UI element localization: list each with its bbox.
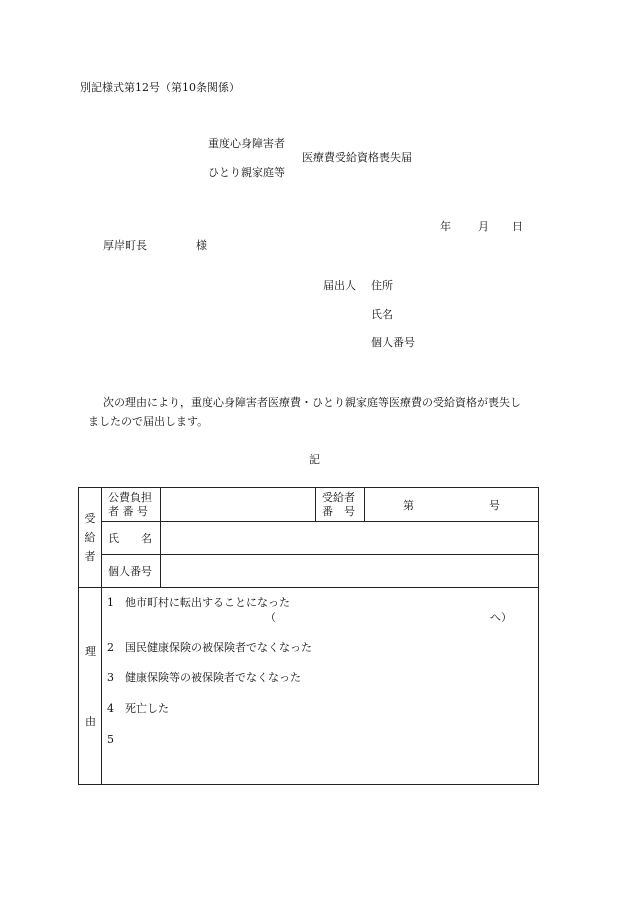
reason-item-3[interactable]: 3 健康保険等の被保険者でなくなった	[107, 671, 301, 684]
reason-item-2[interactable]: 2 国民健康保険の被保険者でなくなった	[107, 641, 312, 654]
public-payer-label-cell	[102, 488, 161, 522]
gou-label: 号	[489, 499, 500, 512]
recipient-name-field[interactable]	[161, 522, 539, 555]
public-payer-label-line2: 者 番 号	[108, 504, 148, 518]
recipient-number-field[interactable]	[365, 488, 539, 522]
form-id: 別記様式第12号（第10条関係）	[80, 81, 240, 94]
public-payer-number-field[interactable]	[161, 488, 316, 522]
document-title: 医療費受給資格喪失届	[302, 151, 412, 164]
table-row-personal-number	[79, 555, 539, 588]
recipient-number-label-line1: 受給者	[322, 490, 355, 504]
reason-item-5[interactable]: 5	[107, 733, 114, 746]
body-text-line2: ましたので届出します。	[88, 415, 209, 428]
recipient-number-label-line2: 番 号	[322, 504, 355, 518]
addressee-honorific: 様	[196, 239, 207, 252]
public-payer-label-line1: 公費負担	[108, 490, 152, 504]
date-year-label: 年	[440, 220, 451, 233]
reason-1-paren-close: へ）	[490, 611, 512, 624]
title-line-single-parent: ひとり親家庭等	[208, 166, 285, 179]
table-row-reason	[79, 588, 539, 785]
table-row-name	[79, 522, 539, 555]
date-month-label: 月	[478, 220, 489, 233]
applicant-name-label: 氏名	[371, 308, 393, 321]
reason-label-char: 理	[85, 645, 96, 658]
reason-item-4[interactable]: 4 死亡した	[107, 702, 169, 715]
body-text-line1: 次の理由により，重度心身障害者医療費・ひとり親家庭等医療費の受給資格が喪失し	[103, 396, 521, 409]
reason-label-cell	[79, 588, 102, 785]
recipient-label-cell	[79, 488, 102, 588]
recipient-label-char: 受	[84, 512, 96, 525]
recipient-form-table	[78, 487, 539, 785]
reason-content-cell	[102, 588, 539, 785]
recipient-number-label-cell	[316, 488, 365, 522]
applicant-label: 届出人	[323, 279, 356, 292]
recipient-personal-number-field[interactable]	[161, 555, 539, 588]
dai-label: 第	[403, 499, 414, 512]
date-day-label: 日	[512, 220, 523, 233]
name-label-cell: 氏 名	[102, 522, 161, 555]
reason-item-1[interactable]: 1 他市町村に転出することになった	[107, 596, 290, 609]
personal-number-label-cell: 個人番号	[102, 555, 161, 588]
ki-heading: 記	[309, 453, 320, 466]
reason-label-char: 由	[85, 715, 96, 728]
applicant-personal-number-label: 個人番号	[371, 336, 415, 349]
title-line-disabled: 重度心身障害者	[208, 137, 285, 150]
reason-1-paren-open: （	[265, 611, 276, 624]
addressee-mayor: 厚岸町長	[103, 239, 147, 252]
recipient-label-char: 給	[84, 531, 96, 544]
applicant-address-label: 住所	[371, 279, 393, 292]
table-row-public-payer	[79, 488, 539, 522]
recipient-label-char: 者	[84, 550, 96, 563]
